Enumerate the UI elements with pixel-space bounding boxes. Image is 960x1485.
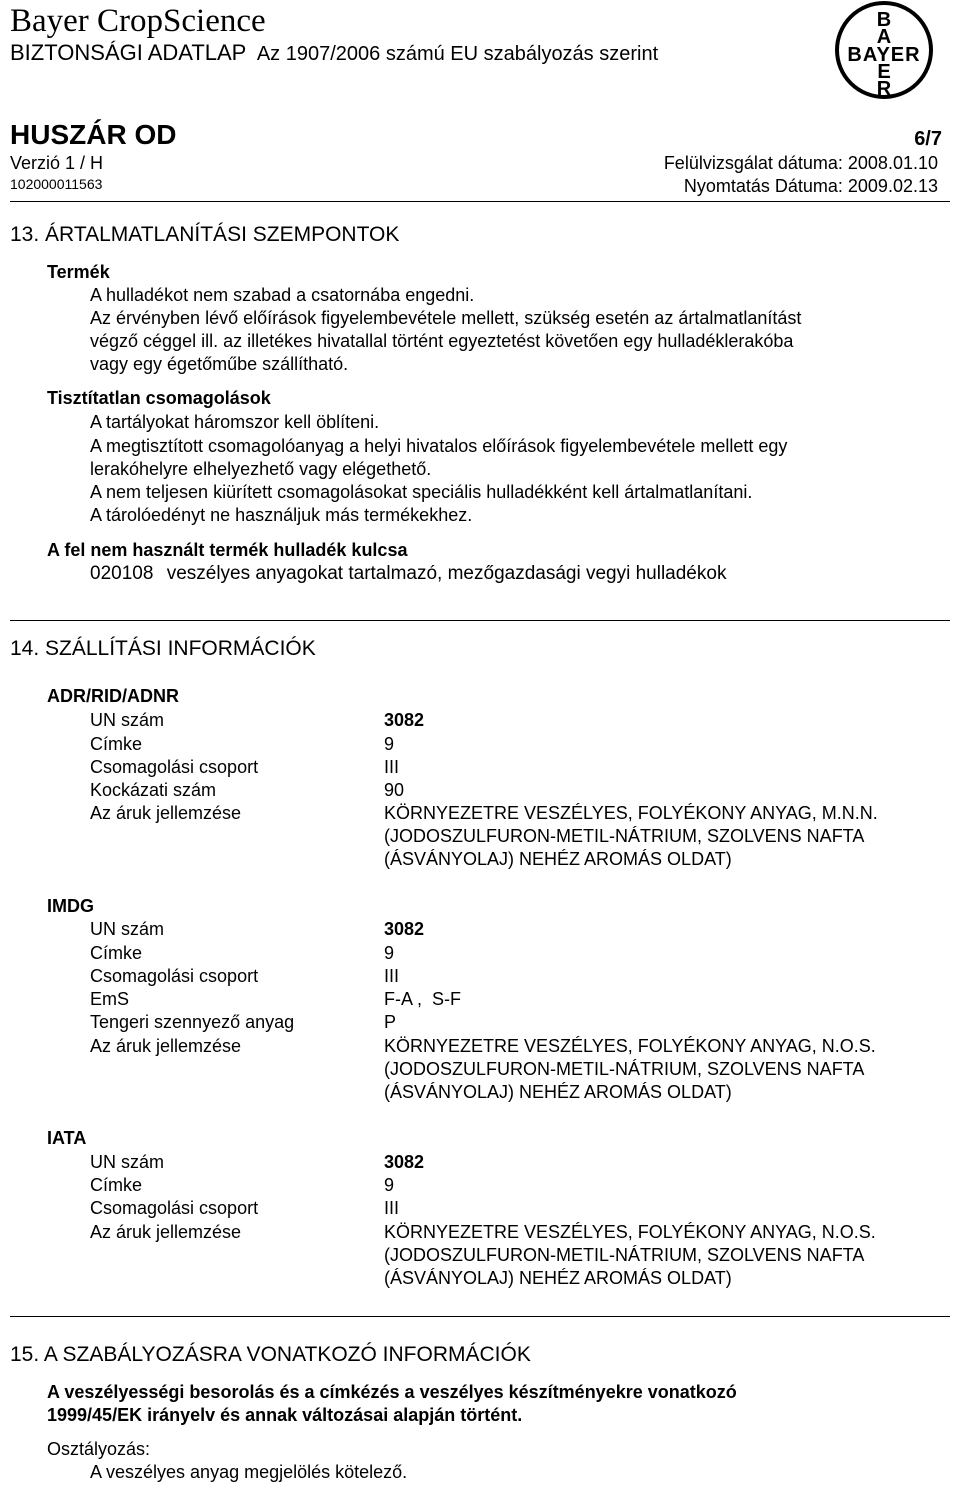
packaging-line: A tárolóedényt ne használjuk más termékekhez.: [90, 505, 473, 525]
classification-value: A veszélyes anyag megjelölés kötelező.: [90, 1462, 408, 1482]
imdg-packing-group-value: III: [384, 966, 400, 986]
header-divider: [10, 201, 950, 202]
product-line: vagy egy égetőműbe szállítható.: [90, 354, 349, 374]
waste-code: 020108: [90, 563, 154, 584]
iata-heading: IATA: [47, 1128, 87, 1148]
logo-letter-e-bottom: E: [877, 61, 891, 83]
section-14-divider: [10, 1316, 950, 1317]
imdg-ems-label: EmS: [90, 989, 130, 1009]
imdg-description-cont: (ÁSVÁNYOLAJ) NEHÉZ AROMÁS OLDAT): [384, 1082, 732, 1102]
imdg-un-label: UN szám: [90, 919, 165, 939]
imdg-description-value: KÖRNYEZETRE VESZÉLYES, FOLYÉKONY ANYAG, N.O.S.: [384, 1036, 876, 1056]
section-14-title: 14. SZÁLLÍTÁSI INFORMÁCIÓK: [10, 637, 316, 660]
sheet-title-line: [10, 41, 658, 66]
packaging-heading: Tisztítatlan csomagolások: [47, 388, 271, 408]
adr-description-label: Az áruk jellemzése: [90, 803, 242, 823]
version-label: Verzió 1 / H: [10, 153, 104, 173]
imdg-un-value: 3082: [384, 919, 425, 939]
company-name: Bayer CropScience: [10, 3, 266, 39]
imdg-marine-pollutant-value: P: [384, 1012, 397, 1032]
logo-letter-a-top: A: [876, 26, 892, 48]
adr-un-value: 3082: [384, 710, 425, 730]
adr-description-cont: (ÁSVÁNYOLAJ) NEHÉZ AROMÁS OLDAT): [384, 849, 732, 869]
revision-date: Felülvizsgálat dátuma: 2008.01.10: [663, 153, 938, 173]
adr-packing-group-value: III: [384, 757, 400, 777]
adr-label-label: Címke: [90, 734, 143, 754]
iata-packing-group-label: Csomagolási csoport: [90, 1198, 259, 1218]
iata-un-value: 3082: [384, 1152, 425, 1172]
imdg-label-label: Címke: [90, 943, 143, 963]
iata-label-value: 9: [384, 1175, 395, 1195]
iata-description-cont: (JODOSZULFURON-METIL-NÁTRIUM, SZOLVENS NAFTA: [384, 1245, 865, 1265]
iata-packing-group-value: III: [384, 1198, 400, 1218]
product-line: Az érvényben lévő előírások figyelembevétele mellett, szükség esetén az ártalmatlanítást: [90, 308, 802, 328]
adr-hazard-number-value: 90: [384, 780, 405, 800]
adr-un-label: UN szám: [90, 710, 165, 730]
iata-label-label: Címke: [90, 1175, 143, 1195]
imdg-description-cont: (JODOSZULFURON-METIL-NÁTRIUM, SZOLVENS NAFTA: [384, 1059, 865, 1079]
iata-description-cont: (ÁSVÁNYOLAJ) NEHÉZ AROMÁS OLDAT): [384, 1268, 732, 1288]
packaging-line: lerakóhelyre elhelyezhető vagy elégethető.: [90, 459, 432, 479]
product-line: végző céggel ill. az illetékes hivatallal történt egyeztetést követően egy hulladéklerakóba: [90, 331, 794, 351]
product-heading: Termék: [47, 262, 110, 282]
imdg-ems-value: F-A , S-F: [384, 989, 462, 1009]
adr-packing-group-label: Csomagolási csoport: [90, 757, 259, 777]
print-date: Nyomtatás Dátuma: 2009.02.13: [683, 176, 938, 196]
regulatory-intro-line: 1999/45/EK irányelv és annak változásai alapján történt.: [47, 1405, 523, 1425]
iata-description-value: KÖRNYEZETRE VESZÉLYES, FOLYÉKONY ANYAG, N.O.S.: [384, 1222, 876, 1242]
logo-word-bayer: BAYER: [847, 44, 921, 66]
adr-heading: ADR/RID/ADNR: [47, 686, 179, 706]
packaging-line: A tartályokat háromszor kell öblíteni.: [90, 412, 380, 432]
logo-letter-b-top: B: [876, 9, 892, 31]
bayer-logo: [834, 0, 934, 100]
section-15-title: 15. A SZABÁLYOZÁSRA VONATKOZÓ INFORMÁCIÓK: [10, 1343, 531, 1366]
imdg-marine-pollutant-label: Tengeri szennyező anyag: [90, 1012, 295, 1032]
regulatory-intro-line: A veszélyességi besorolás és a címkézés a veszélyes készítményekre vonatkozó: [47, 1382, 737, 1402]
waste-description: veszélyes anyagokat tartalmazó, mezőgazdasági vegyi hulladékok: [166, 563, 727, 584]
section-13-title: 13. ÁRTALMATLANÍTÁSI SZEMPONTOK: [10, 223, 400, 246]
product-name: HUSZÁR OD: [10, 119, 177, 150]
regulation-text: Az 1907/2006 számú EU szabályozás szerint: [256, 43, 659, 65]
section-13-divider: [10, 620, 950, 621]
packaging-line: A megtisztított csomagolóanyag a helyi hivatalos előírások figyelembevétele mellett egy: [90, 436, 788, 456]
product-line: A hulladékot nem szabad a csatornába engedni.: [90, 285, 475, 305]
adr-hazard-number-label: Kockázati szám: [90, 780, 217, 800]
waste-key-heading: A fel nem használt termék hulladék kulcsa: [47, 540, 408, 560]
imdg-description-label: Az áruk jellemzése: [90, 1036, 242, 1056]
imdg-heading: IMDG: [47, 896, 94, 916]
imdg-label-value: 9: [384, 943, 395, 963]
packaging-line: A nem teljesen kiürített csomagolásokat speciális hulladékként kell ártalmatlanítani.: [90, 482, 753, 502]
logo-letter-r-bottom: R: [876, 78, 892, 100]
sheet-title: BIZTONSÁGI ADATLAP: [10, 40, 247, 65]
adr-description-value: KÖRNYEZETRE VESZÉLYES, FOLYÉKONY ANYAG, M.N.N.: [384, 803, 878, 823]
iata-un-label: UN szám: [90, 1152, 165, 1172]
classification-label: Osztályozás:: [47, 1439, 151, 1459]
adr-label-value: 9: [384, 734, 395, 754]
waste-key-line: [90, 563, 726, 585]
page-number: 6/7: [914, 128, 942, 150]
iata-description-label: Az áruk jellemzése: [90, 1222, 242, 1242]
adr-description-cont: (JODOSZULFURON-METIL-NÁTRIUM, SZOLVENS NAFTA: [384, 826, 865, 846]
imdg-packing-group-label: Csomagolási csoport: [90, 966, 259, 986]
product-code: 102000011563: [10, 176, 103, 192]
